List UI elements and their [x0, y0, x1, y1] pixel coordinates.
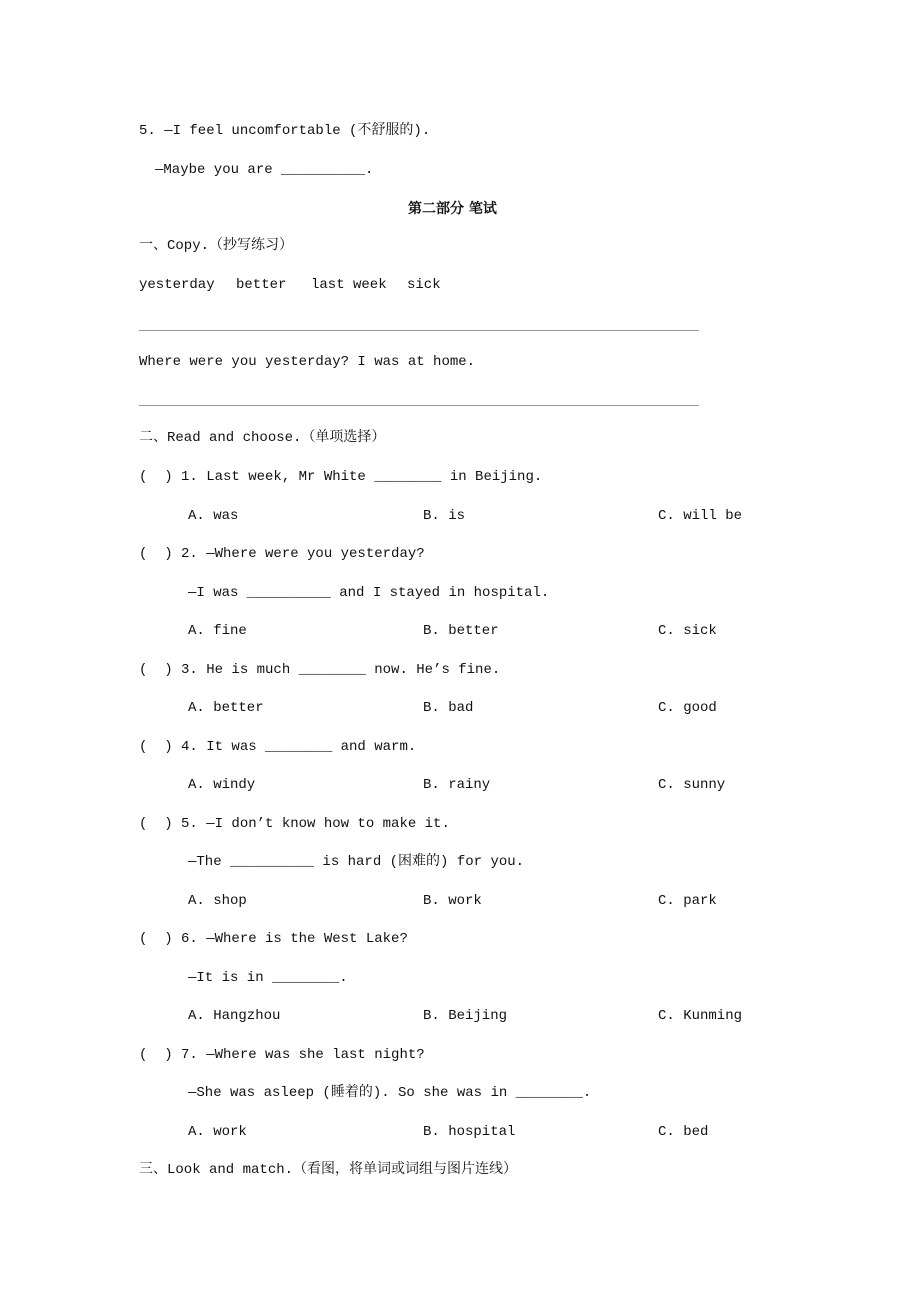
answer-option: B. bad — [423, 700, 474, 716]
answer-option: B. is — [423, 508, 466, 524]
answer-option: B. hospital — [423, 1124, 516, 1140]
copy-word: sick — [407, 277, 441, 293]
section1-heading: 一、Copy.（抄写练习） — [139, 238, 294, 254]
question-stem: ( ) 6. —Where is the West Lake? — [139, 931, 408, 947]
answer-option: B. rainy — [423, 777, 491, 793]
writing-line — [139, 330, 699, 331]
answer-option: C. sunny — [658, 777, 726, 793]
part-title: 第二部分 笔试 — [408, 201, 497, 217]
question-response: —The __________ is hard (困难的) for you. — [188, 854, 525, 870]
question-stem: ( ) 7. —Where was she last night? — [139, 1047, 425, 1063]
answer-option: A. work — [188, 1124, 247, 1140]
copy-sentence: Where were you yesterday? I was at home. — [139, 354, 476, 370]
question-response: —It is in ________. — [188, 970, 348, 986]
question-stem: ( ) 1. Last week, Mr White ________ in Beijing. — [139, 469, 543, 485]
section2-heading: 二、Read and choose.（单项选择） — [139, 430, 386, 446]
answer-option: B. work — [423, 893, 482, 909]
copy-word: last week — [311, 277, 387, 293]
question-stem: ( ) 3. He is much ________ now. He’s fine. — [139, 662, 501, 678]
copy-word: yesterday — [139, 277, 215, 293]
question-stem: ( ) 2. —Where were you yesterday? — [139, 546, 425, 562]
answer-option: C. will be — [658, 508, 743, 524]
answer-option: A. Hangzhou — [188, 1008, 281, 1024]
copy-word: better — [236, 277, 287, 293]
q5-prompt: 5. —I feel uncomfortable (不舒服的). — [139, 123, 431, 139]
question-stem: ( ) 5. —I don’t know how to make it. — [139, 816, 450, 832]
answer-option: A. shop — [188, 893, 247, 909]
answer-option: A. windy — [188, 777, 256, 793]
answer-option: B. better — [423, 623, 499, 639]
answer-option: C. sick — [658, 623, 717, 639]
answer-option: C. Kunming — [658, 1008, 743, 1024]
question-stem: ( ) 4. It was ________ and warm. — [139, 739, 417, 755]
answer-option: A. fine — [188, 623, 247, 639]
answer-option: B. Beijing — [423, 1008, 508, 1024]
answer-option: A. was — [188, 508, 239, 524]
q5-response: —Maybe you are __________. — [155, 162, 374, 178]
question-response: —I was __________ and I stayed in hospital. — [188, 585, 550, 601]
answer-option: A. better — [188, 700, 264, 716]
question-response: —She was asleep (睡着的). So she was in ________. — [188, 1085, 592, 1101]
answer-option: C. bed — [658, 1124, 709, 1140]
answer-option: C. good — [658, 700, 717, 716]
answer-option: C. park — [658, 893, 717, 909]
writing-line — [139, 405, 699, 406]
section3-heading: 三、Look and match.（看图，将单词或词组与图片连线） — [139, 1162, 518, 1178]
